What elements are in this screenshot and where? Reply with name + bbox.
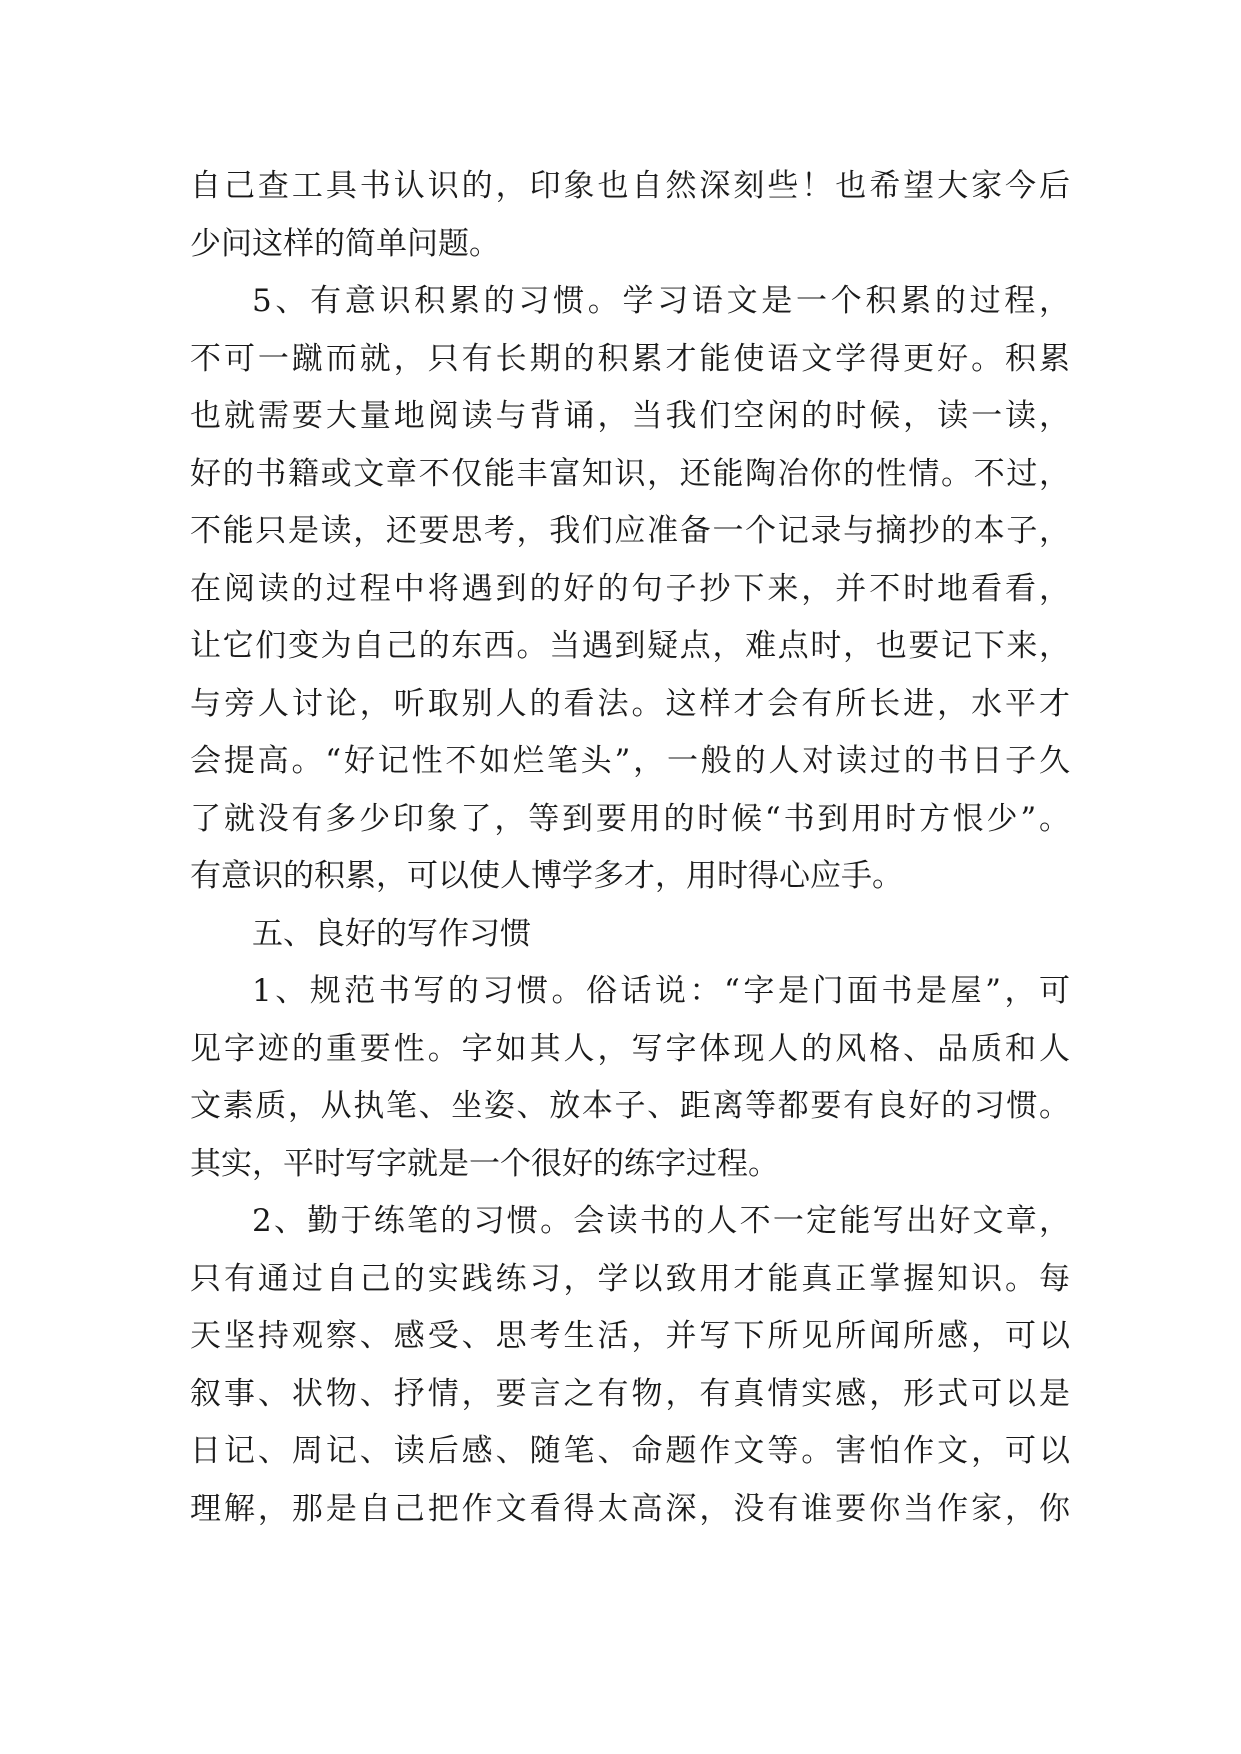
text-line: 5、有意识积累的习惯。学习语文是一个积累的过程， bbox=[252, 283, 1070, 319]
text-line: 1、规范书写的习惯。俗话说：“字是门面书是屋”，可 bbox=[252, 973, 1070, 1009]
body-text bbox=[190, 158, 1070, 1538]
text-line: 2、勤于练笔的习惯。会读书的人不一定能写出好文章， bbox=[252, 1203, 1070, 1239]
text-line: 了就没有多少印象了，等到要用的时候“书到用时方恨少”。 bbox=[190, 800, 1070, 837]
text-line: 天坚持观察、感受、思考生活，并写下所见所闻所感，可以 bbox=[190, 1318, 1070, 1354]
text-line: 文素质，从执笔、坐姿、放本子、距离等都要有良好的习惯。 bbox=[190, 1088, 1070, 1124]
text-line: 自己查工具书认识的，印象也自然深刻些！也希望大家今后 bbox=[190, 168, 1070, 204]
text-line: 不能只是读，还要思考，我们应准备一个记录与摘抄的本子， bbox=[190, 513, 1070, 549]
text-line: 其实，平时写字就是一个很好的练字过程。 bbox=[190, 1145, 779, 1182]
text-line: 叙事、状物、抒情，要言之有物，有真情实感，形式可以是 bbox=[190, 1375, 1070, 1412]
text-line: 与旁人讨论，听取别人的看法。这样才会有所长进，水平才 bbox=[190, 685, 1070, 722]
text-line: 不可一蹴而就，只有长期的积累才能使语文学得更好。积累 bbox=[190, 340, 1070, 377]
text-line: 日记、周记、读后感、随笔、命题作文等。害怕作文，可以 bbox=[190, 1433, 1070, 1469]
text-line: 在阅读的过程中将遇到的好的句子抄下来，并不时地看看， bbox=[190, 570, 1070, 607]
text-line: 少问这样的简单问题。 bbox=[190, 225, 500, 262]
text-line: 会提高。“好记性不如烂笔头”，一般的人对读过的书日子久 bbox=[190, 743, 1070, 779]
text-line: 五、良好的写作习惯 bbox=[252, 915, 531, 952]
text-line: 有意识的积累，可以使人博学多才，用时得心应手。 bbox=[190, 858, 903, 894]
text-line: 理解，那是自己把作文看得太高深，没有谁要你当作家，你 bbox=[190, 1490, 1070, 1527]
text-line: 也就需要大量地阅读与背诵，当我们空闲的时候，读一读， bbox=[190, 398, 1070, 434]
text-line: 好的书籍或文章不仅能丰富知识，还能陶冶你的性情。不过， bbox=[190, 455, 1070, 492]
text-line: 见字迹的重要性。字如其人，写字体现人的风格、品质和人 bbox=[190, 1030, 1070, 1067]
text-line: 让它们变为自己的东西。当遇到疑点，难点时，也要记下来， bbox=[190, 628, 1070, 664]
text-line: 只有通过自己的实践练习，学以致用才能真正掌握知识。每 bbox=[190, 1260, 1070, 1297]
